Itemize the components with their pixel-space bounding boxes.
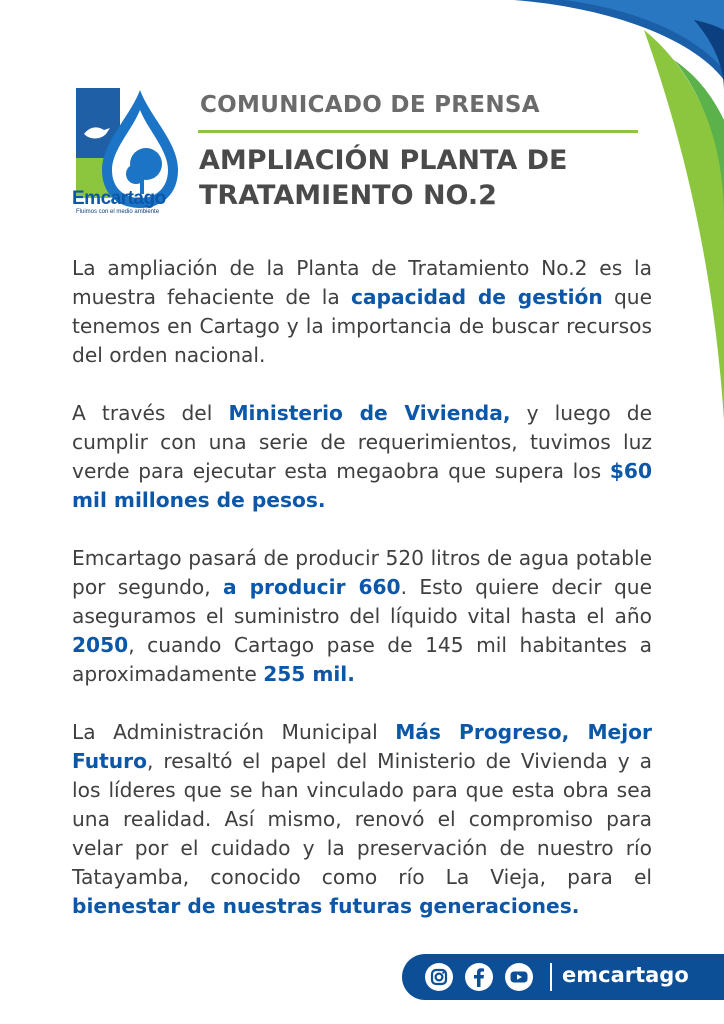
- paragraph-2: [72, 399, 652, 515]
- title-line: TRATAMIENTO NO.2: [199, 180, 497, 211]
- highlight-text: 255 mil.: [263, 662, 355, 686]
- paragraph-3: [72, 544, 652, 689]
- press-release-label: COMUNICADO DE PRENSA: [200, 92, 540, 118]
- facebook-icon[interactable]: [464, 962, 494, 992]
- text-run: La ampliación de la Planta de Tratamiento No.2 es la muestra fehaciente de la: [72, 256, 652, 309]
- highlight-text: Ministerio de Vivienda,: [228, 401, 511, 425]
- social-handle[interactable]: emcartago: [562, 963, 689, 987]
- text-run: y luego de cumplir con una serie de requerimientos, tuvimos luz verde para ejecutar esta megaobra que supera los: [72, 401, 653, 483]
- paragraph-4: [72, 718, 652, 921]
- highlight-text: bienestar de nuestras futuras generaciones.: [72, 894, 580, 918]
- article-body: [72, 254, 652, 950]
- youtube-icon[interactable]: [504, 962, 534, 992]
- text-run: Emcartago pasará de producir 520 litros de agua potable por segundo,: [72, 546, 652, 599]
- text-run: que tenemos en Cartago y la importancia de buscar recursos del orden nacional.: [72, 285, 652, 367]
- text-run: A través del: [72, 401, 229, 425]
- highlight-text: a producir 660: [223, 575, 401, 599]
- highlight-text: capacidad de gestión: [350, 285, 603, 309]
- highlight-text: $60 mil millones de pesos.: [72, 459, 652, 512]
- header-divider: [198, 130, 638, 133]
- page-title: [199, 143, 639, 213]
- title-line: AMPLIACIÓN PLANTA DE: [199, 145, 568, 176]
- social-divider: [550, 963, 552, 991]
- logo-wordmark: Emcartago: [72, 188, 166, 209]
- text-run: , cuando Cartago pase de 145 mil habitantes a aproximadamente: [72, 633, 652, 686]
- text-run: La Administración Municipal: [72, 720, 396, 744]
- instagram-icon[interactable]: [424, 962, 454, 992]
- text-run: . Esto quiere decir que aseguramos el suministro del líquido vital hasta el año: [72, 575, 652, 628]
- highlight-text: 2050: [72, 633, 129, 657]
- highlight-text: Más Progreso, Mejor Futuro: [72, 720, 652, 773]
- paragraph-1: [72, 254, 652, 370]
- text-run: , resaltó el papel del Ministerio de Vivienda y a los líderes que se han vinculado para que esta obra sea una realidad. Así mismo, renovó el compromiso para velar por el cuidado y la preservación de nuestro río Tatayamba, conocido como río La Vieja, para el: [72, 749, 652, 889]
- social-bar: [402, 954, 724, 1000]
- logo-tagline: Fluimos con el medio ambiente: [76, 209, 160, 215]
